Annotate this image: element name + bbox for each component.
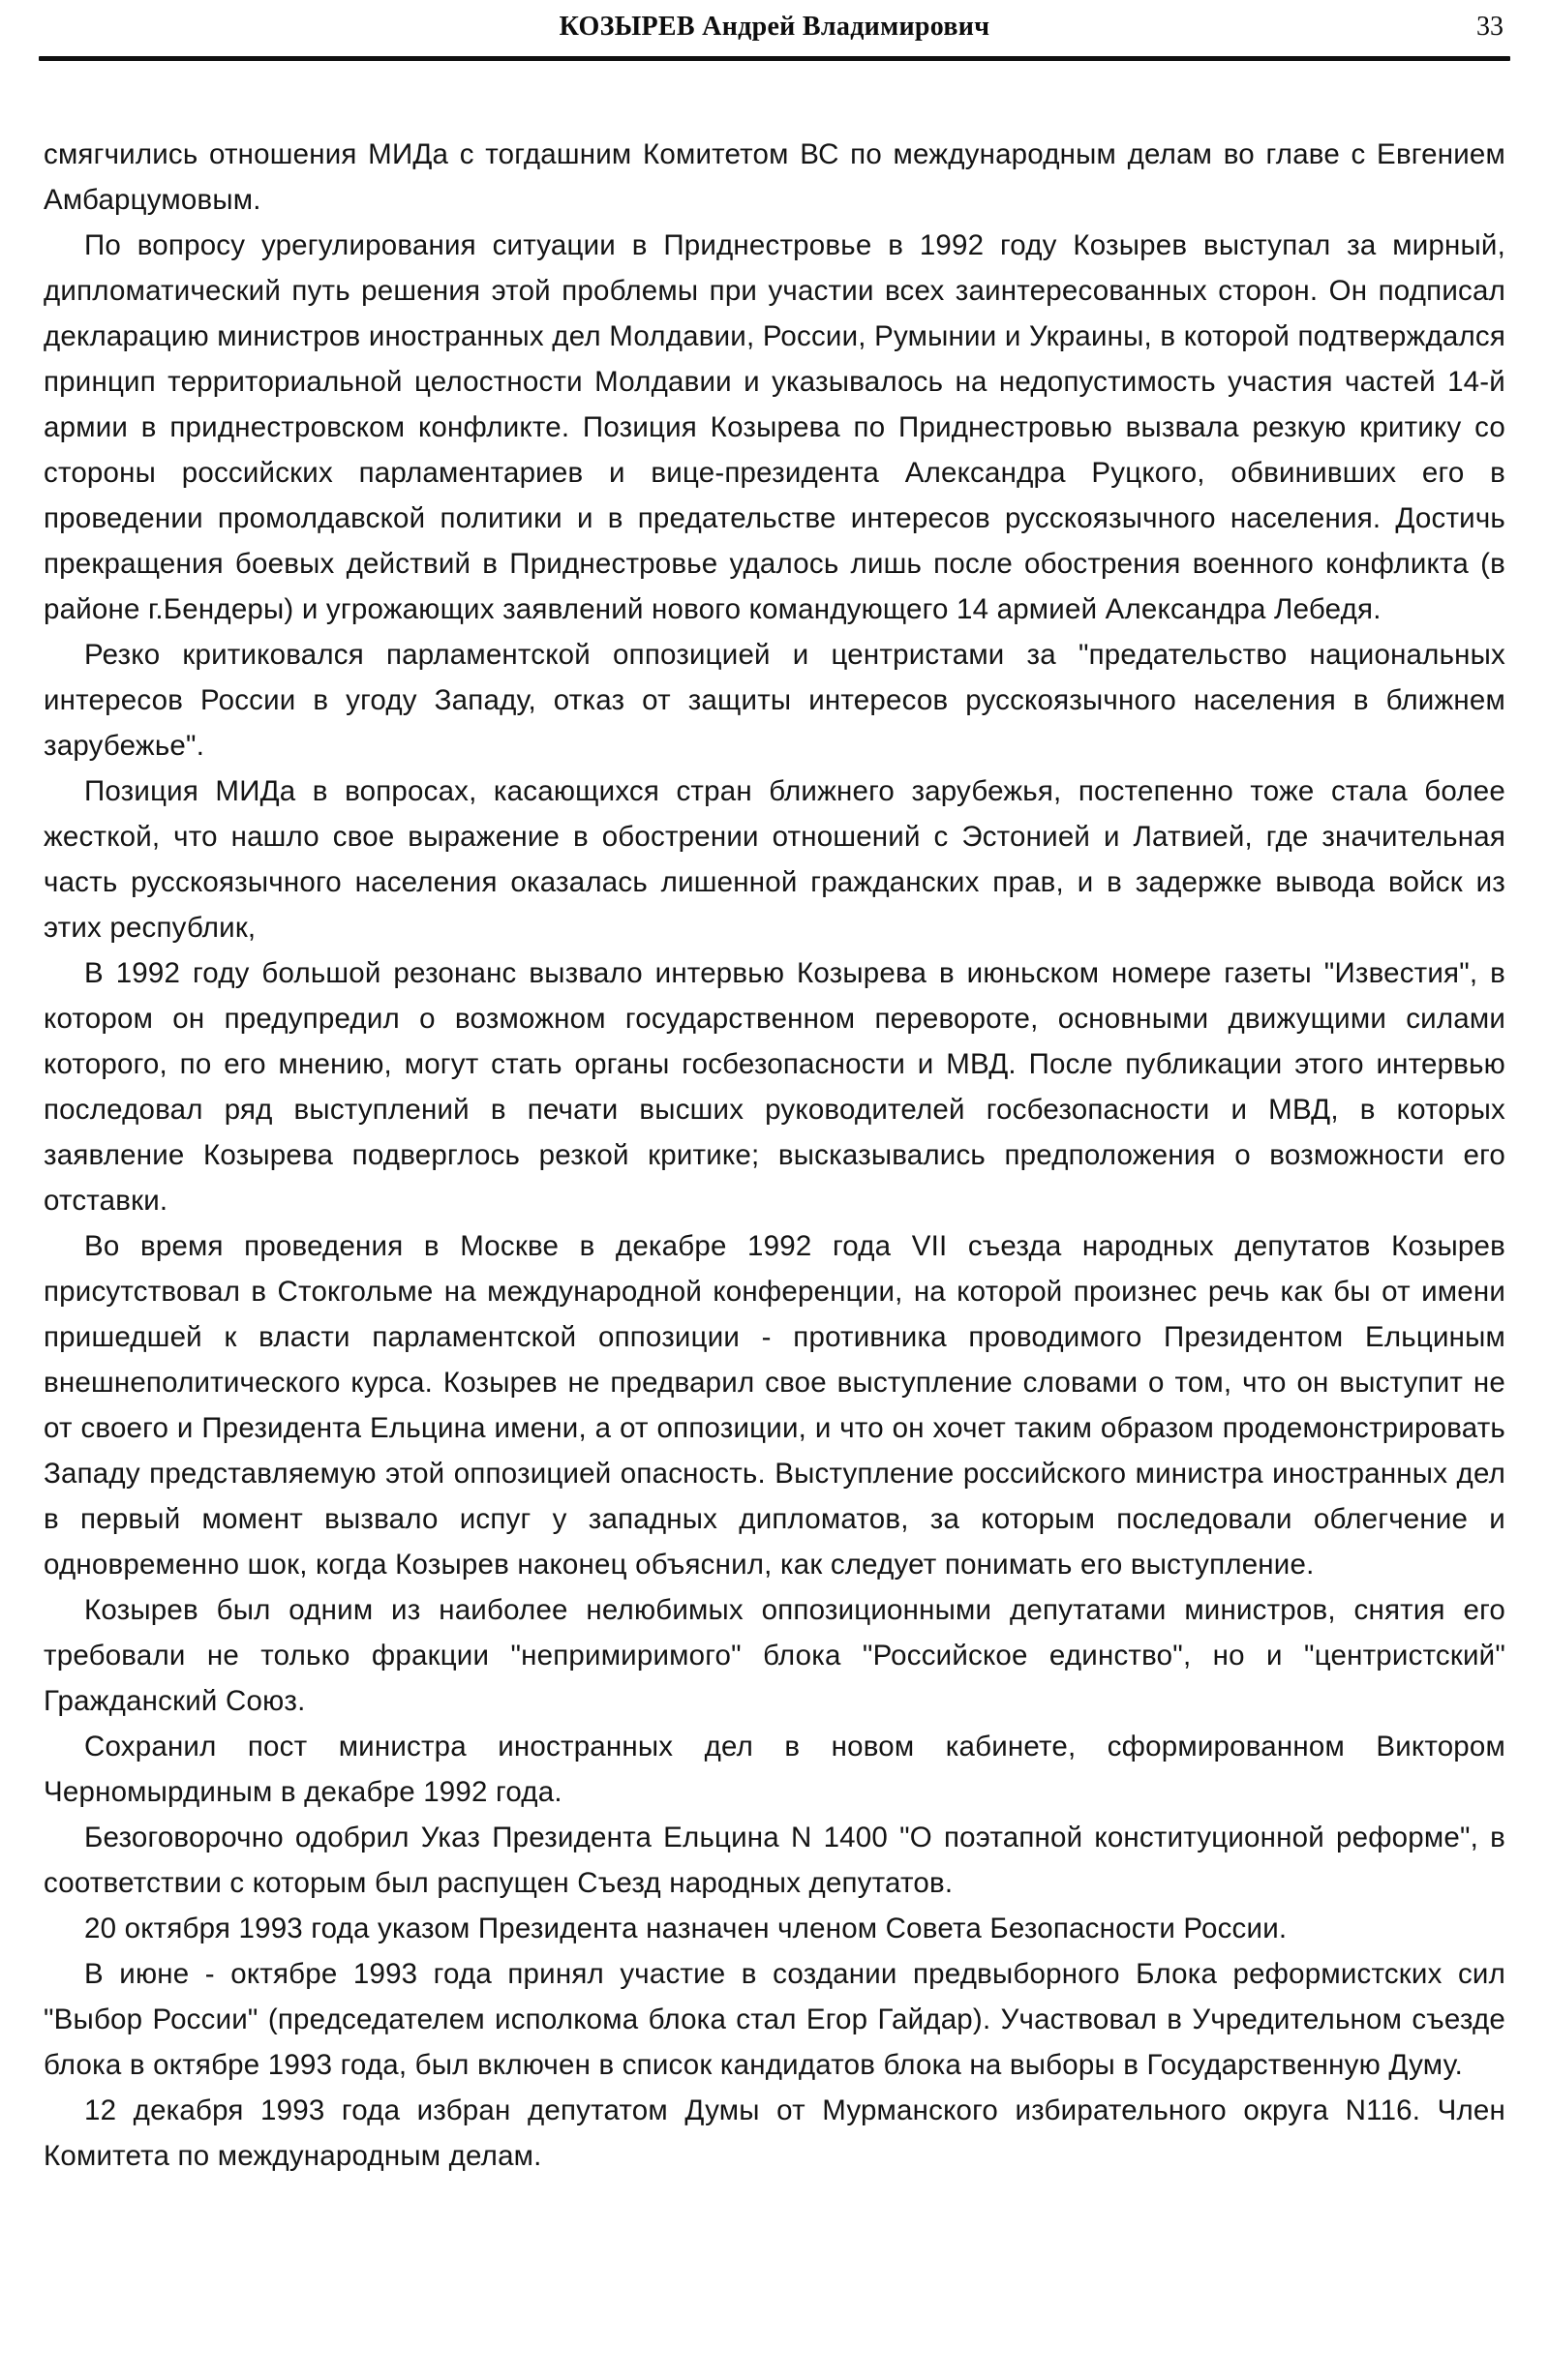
- page-header: [44, 12, 1505, 50]
- body-paragraph: смягчились отношения МИДа с тогдашним Комитетом ВС по международным делам во главе с Евгением Амбарцумовым.: [44, 138, 1505, 216]
- page-body: [44, 132, 1505, 2179]
- body-paragraph: В июне - октябре 1993 года принял участие в создании предвыборного Блока реформистских сил "Выбор России" (председателем исполкома блока стал Егор Гайдар). Участвовал в Учредительном съезде блока в октябре 1993 года, был включен в список кандидатов блока на выборы в Государственную Думу.: [44, 1958, 1505, 2081]
- body-paragraph: Резко критиковался парламентской оппозицией и центристами за "предательство национальных интересов России в угоду Западу, отказ от защиты интересов русскоязычного населения в ближнем зарубежье".: [44, 639, 1505, 762]
- page-header-title: КОЗЫРЕВ Андрей Владимирович: [559, 12, 990, 42]
- body-paragraph: По вопросу урегулирования ситуации в Приднестровье в 1992 году Козырев выступал за мирный, дипломатический путь решения этой проблемы при участии всех заинтересованных сторон. Он подписал декларацию министров иностранных дел Молдавии, России, Румынии и Украины, в которой подтверждался принцип территориальной целостности Молдавии и указывалось на недопустимость участия частей 14-й армии в приднестровском конфликте. Позиция Козырева по Приднестровью вызвала резкую критику со стороны российских парламентариев и вице-президента Александра Руцкого, обвинивших его в проведении промолдавской политики и в предательстве интересов русскоязычного населения. Достичь прекращения боевых действий в Приднестровье удалось лишь после обострения военного конфликта (в районе г.Бендеры) и угрожающих заявлений нового командующего 14 армией Александра Лебедя.: [44, 229, 1505, 625]
- body-paragraph: Безоговорочно одобрил Указ Президента Ельцина N 1400 "О поэтапной конституционной реформе", в соответствии с которым был распущен Съезд народных депутатов.: [44, 1822, 1505, 1899]
- header-rule: [39, 56, 1510, 61]
- body-paragraph: Во время проведения в Москве в декабре 1992 года VII съезда народных депутатов Козырев присутствовал в Стокгольме на международной конференции, на которой произнес речь как бы от имени пришедшей к власти парламентской оппозиции - противника проводимого Президентом Ельциным внешнеполитического курса. Козырев не предварил свое выступление словами о том, что он выступит не от своего и Президента Ельцина имени, а от оппозиции, и что он хочет таким образом продемонстрировать Западу представляемую этой оппозицией опасность. Выступление российского министра иностранных дел в первый момент вызвало испуг у западных дипломатов, за которым последовали облегчение и одновременно шок, когда Козырев наконец объяснил, как следует понимать его выступление.: [44, 1230, 1505, 1581]
- body-paragraph: 20 октября 1993 года указом Президента назначен членом Совета Безопасности России.: [84, 1913, 1288, 1944]
- body-paragraph: Позиция МИДа в вопросах, касающихся стран ближнего зарубежья, постепенно тоже стала более жесткой, что нашло свое выражение в обострении отношений с Эстонией и Латвией, где значительная часть русскоязычного населения оказалась лишенной гражданских прав, и в задержке вывода войск из этих республик,: [44, 775, 1505, 944]
- page-number: 33: [1476, 12, 1503, 42]
- body-paragraph: 12 декабря 1993 года избран депутатом Думы от Мурманского избирательного округа N116. Член Комитета по международным делам.: [44, 2094, 1505, 2172]
- body-paragraph: Козырев был одним из наиболее нелюбимых оппозиционными депутатами министров, снятия его требовали не только фракции "непримиримого" блока "Российское единство", но и "центристский" Гражданский Союз.: [44, 1594, 1505, 1717]
- body-paragraph: В 1992 году большой резонанс вызвало интервью Козырева в июньском номере газеты "Известия", в котором он предупредил о возможном государственном перевороте, основными движущими силами которого, по его мнению, могут стать органы госбезопасности и МВД. После публикации этого интервью последовал ряд выступлений в печати высших руководителей госбезопасности и МВД, в которых заявление Козырева подверглось резкой критике; высказывались предположения о возможности его отставки.: [44, 957, 1505, 1217]
- body-paragraph: Сохранил пост министра иностранных дел в новом кабинете, сформированном Виктором Черномырдиным в декабре 1992 года.: [44, 1731, 1505, 1808]
